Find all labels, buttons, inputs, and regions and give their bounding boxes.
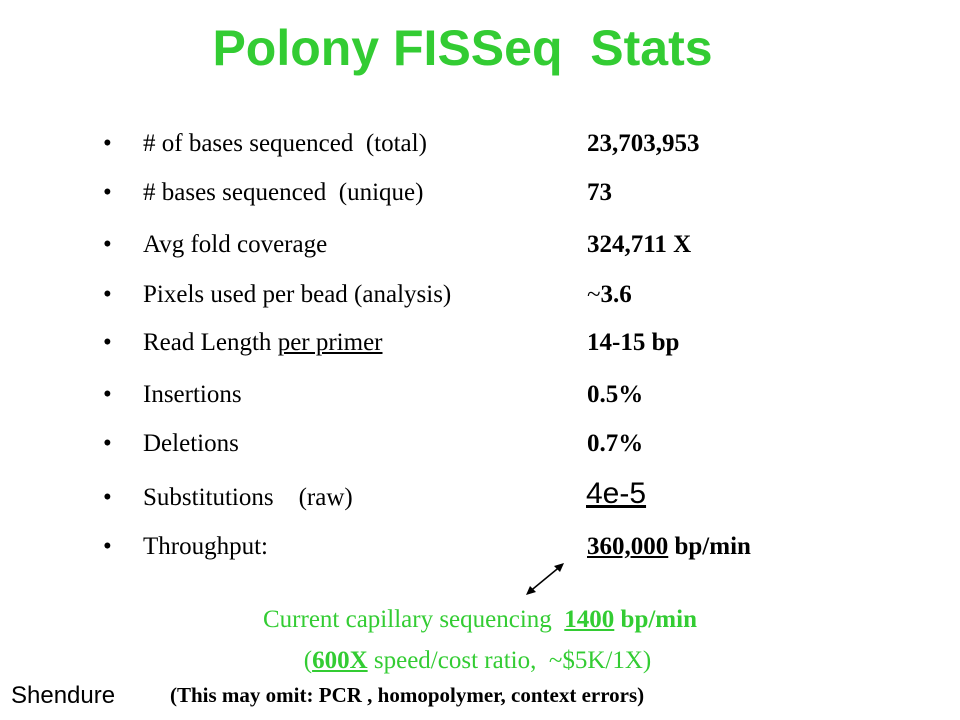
stat-value: 23,703,953 (587, 130, 700, 157)
stat-row-bases-unique (103, 175, 903, 211)
stat-row-substitutions (103, 477, 903, 516)
omit-note: (This may omit: PCR , homopolymer, context errors) (170, 683, 645, 707)
stat-value: 324,711 X (587, 231, 692, 258)
stat-value: 0.7% (587, 430, 644, 457)
author-name: Shendure (11, 682, 116, 709)
bullet-icon: • (103, 281, 112, 308)
approx-prefix: ~ (587, 281, 601, 308)
stat-value: 0.5% (587, 381, 644, 408)
ratio-value: 600X (312, 647, 368, 674)
bullet-icon: • (103, 430, 112, 457)
stat-value-number: 3.6 (600, 281, 632, 308)
stat-label: Insertions (143, 381, 242, 408)
stat-label-text: Read Length (143, 329, 278, 356)
stat-label: # of bases sequenced (total) (143, 130, 427, 157)
stat-label: # bases sequenced (unique) (143, 179, 424, 206)
stat-row-pixels-per-bead (103, 277, 903, 313)
stat-value: 14-15 bp (587, 329, 680, 356)
stat-label: Deletions (143, 430, 239, 457)
stat-row-fold-coverage (103, 227, 903, 263)
double-arrow-icon (520, 558, 570, 600)
stat-label: Throughput: (143, 533, 268, 560)
speed-cost-ratio (0, 645, 955, 677)
ratio-open: ( (303, 647, 313, 674)
comparison-value: 1400 (564, 606, 615, 633)
stat-value-unit: bp/min (668, 533, 751, 560)
bullet-icon: • (103, 533, 112, 560)
stat-value (587, 529, 751, 565)
stats-list (103, 0, 903, 580)
stat-value-underlined: 360,000 (587, 533, 669, 560)
stat-row-throughput (103, 529, 903, 565)
stat-row-insertions (103, 377, 903, 413)
slide-title: Polony FISSeq Stats (212, 20, 713, 76)
stat-row-deletions (103, 426, 903, 462)
ratio-rest: speed/cost ratio, ~$5K/1X) (367, 647, 652, 674)
bullet-icon: • (103, 381, 112, 408)
bullet-icon: • (103, 130, 112, 157)
stat-label: Substitutions (raw) (143, 484, 353, 511)
comparison-text: Current capillary sequencing (263, 606, 565, 633)
bullet-icon: • (103, 329, 112, 356)
capillary-comparison (0, 604, 960, 636)
stat-label (143, 325, 383, 361)
bullet-icon: • (103, 231, 112, 258)
bullet-icon: • (103, 484, 112, 511)
stat-label: Avg fold coverage (143, 231, 328, 258)
stat-value (587, 277, 632, 313)
stat-row-read-length (103, 325, 903, 361)
stat-label-underlined: per primer (277, 329, 383, 356)
comparison-unit: bp/min (614, 606, 697, 633)
stat-row-bases-total (103, 126, 903, 162)
stat-label: Pixels used per bead (analysis) (143, 281, 452, 308)
stat-value: 4e-5 (586, 477, 647, 510)
bullet-icon: • (103, 179, 112, 206)
stat-value: 73 (587, 179, 612, 206)
